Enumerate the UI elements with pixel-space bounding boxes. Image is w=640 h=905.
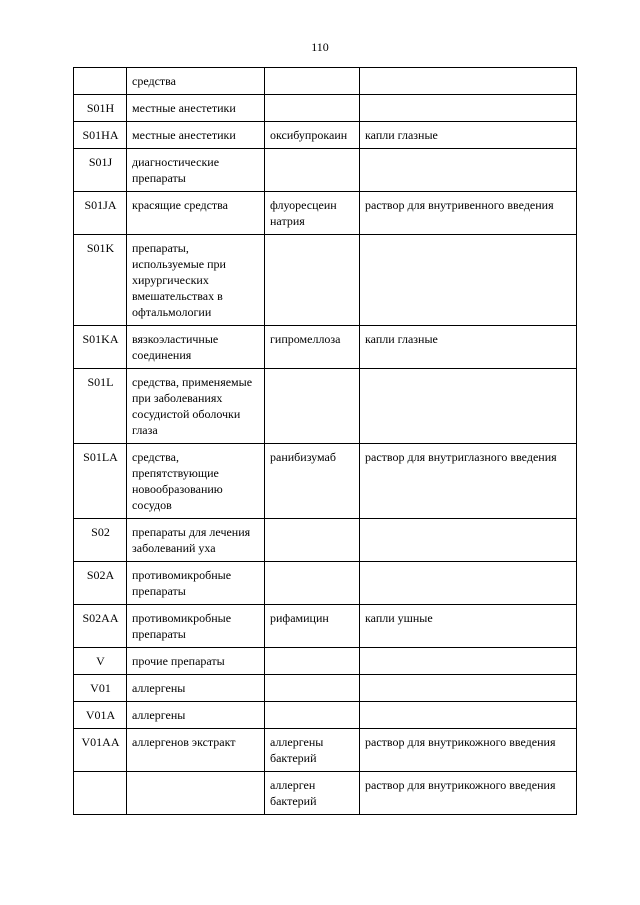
substance-cell [265,519,360,562]
table-row [74,702,577,729]
group-name-cell: препараты, используемые при хирургических вмешательствах в офтальмологии [127,235,265,326]
atc-code-cell [74,68,127,95]
group-name-cell: диагностические препараты [127,149,265,192]
substance-cell: ранибизумаб [265,444,360,519]
group-name-cell: аллергены [127,702,265,729]
atc-code-cell: V01 [74,675,127,702]
substance-cell: флуоресцеин натрия [265,192,360,235]
table-row [74,122,577,149]
drug-table [73,67,577,815]
substance-cell [265,702,360,729]
group-name-cell: местные анестетики [127,122,265,149]
dosage-form-cell [360,95,577,122]
dosage-form-cell: капли ушные [360,605,577,648]
substance-cell [265,235,360,326]
table-row [74,605,577,648]
table-row [74,648,577,675]
group-name-cell: средства, применяемые при заболеваниях сосудистой оболочки глаза [127,369,265,444]
atc-code-cell: S01J [74,149,127,192]
table-row [74,729,577,772]
group-name-cell: средства [127,68,265,95]
substance-cell [265,562,360,605]
substance-cell [265,675,360,702]
group-name-cell [127,772,265,815]
dosage-form-cell: раствор для внутрикожного введения [360,729,577,772]
atc-code-cell: S01LA [74,444,127,519]
substance-cell [265,369,360,444]
group-name-cell: местные анестетики [127,95,265,122]
table-body [74,68,577,815]
substance-cell: рифамицин [265,605,360,648]
dosage-form-cell [360,519,577,562]
dosage-form-cell [360,68,577,95]
page-number: 110 [311,40,329,54]
atc-code-cell [74,772,127,815]
dosage-form-cell [360,235,577,326]
group-name-cell: прочие препараты [127,648,265,675]
substance-cell: аллерген бактерий [265,772,360,815]
substance-cell [265,149,360,192]
dosage-form-cell: раствор для внутривенного введения [360,192,577,235]
table-row [74,369,577,444]
group-name-cell: аллергенов экстракт [127,729,265,772]
table-row [74,444,577,519]
group-name-cell: аллергены [127,675,265,702]
group-name-cell: красящие средства [127,192,265,235]
table-row [74,68,577,95]
group-name-cell: противомикробные препараты [127,562,265,605]
atc-code-cell: S01JA [74,192,127,235]
table-row [74,772,577,815]
dosage-form-cell [360,675,577,702]
atc-code-cell: S01L [74,369,127,444]
table-row [74,326,577,369]
dosage-form-cell [360,562,577,605]
group-name-cell: вязкоэластичные соединения [127,326,265,369]
table-row [74,235,577,326]
atc-code-cell: S01H [74,95,127,122]
substance-cell: аллергены бактерий [265,729,360,772]
atc-code-cell: S02 [74,519,127,562]
atc-code-cell: S01HA [74,122,127,149]
dosage-form-cell [360,149,577,192]
table-row [74,192,577,235]
group-name-cell: препараты для лечения заболеваний уха [127,519,265,562]
dosage-form-cell: раствор для внутриглазного введения [360,444,577,519]
atc-code-cell: V01A [74,702,127,729]
atc-code-cell: S01K [74,235,127,326]
substance-cell [265,95,360,122]
atc-code-cell: V [74,648,127,675]
table-row [74,149,577,192]
atc-code-cell: S02AA [74,605,127,648]
dosage-form-cell [360,648,577,675]
atc-code-cell: S01KA [74,326,127,369]
atc-code-cell: S02A [74,562,127,605]
atc-code-cell: V01AA [74,729,127,772]
substance-cell: оксибупрокаин [265,122,360,149]
table-row [74,95,577,122]
dosage-form-cell: капли глазные [360,122,577,149]
dosage-form-cell: раствор для внутрикожного введения [360,772,577,815]
substance-cell: гипромеллоза [265,326,360,369]
substance-cell [265,648,360,675]
table-row [74,675,577,702]
dosage-form-cell: капли глазные [360,326,577,369]
table-row [74,519,577,562]
dosage-form-cell [360,702,577,729]
table-row [74,562,577,605]
group-name-cell: средства, препятствующие новообразованию сосудов [127,444,265,519]
substance-cell [265,68,360,95]
group-name-cell: противомикробные препараты [127,605,265,648]
dosage-form-cell [360,369,577,444]
